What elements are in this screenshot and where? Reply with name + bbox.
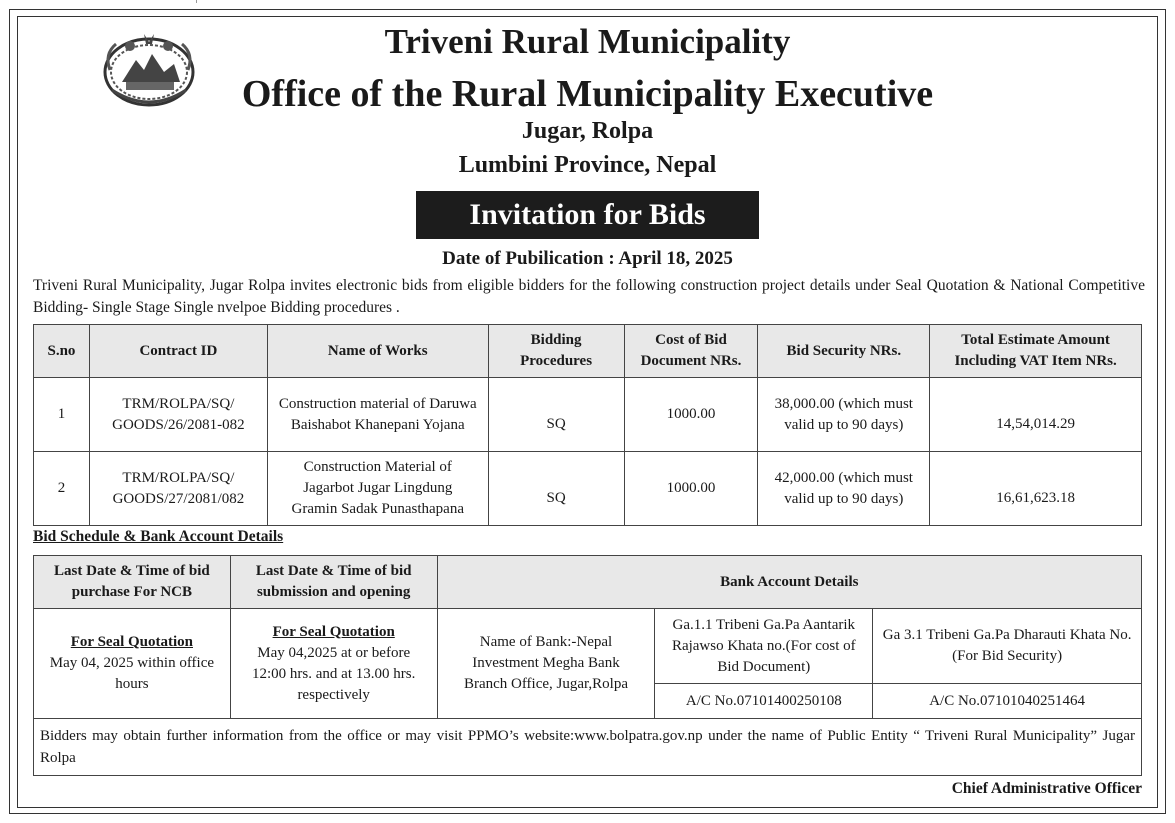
cell-sno: 1 [34, 378, 90, 452]
cell-procedure: SQ [488, 452, 624, 526]
col-cost-of-document: Cost of Bid Document NRs. [624, 325, 758, 378]
col-sno: S.no [34, 325, 90, 378]
col-purchase-deadline: Last Date & Time of bid purchase For NCB [34, 556, 231, 609]
table-row [34, 378, 1142, 452]
schedule-table [33, 555, 1142, 776]
col-bid-security: Bid Security NRs. [758, 325, 930, 378]
cell-security: 38,000.00 (which must valid up to 90 days) [758, 378, 930, 452]
cell-work: Construction Material of Jagarbot Jugar Lingdung Gramin Sadak Punasthapana [267, 452, 488, 526]
cell-security: 42,000.00 (which must valid up to 90 days) [758, 452, 930, 526]
note-row [34, 719, 1142, 776]
purchase-title: For Seal Quotation [70, 634, 193, 650]
account1-number: A/C No.07101400250108 [655, 684, 873, 719]
cell-contract-id: TRM/ROLPA/SQ/ GOODS/27/2081/082 [89, 452, 267, 526]
cell-doc-cost: 1000.00 [624, 452, 758, 526]
account2-number: A/C No.07101040251464 [873, 684, 1142, 719]
account2-label: Ga 3.1 Tribeni Ga.Pa Dharauti Khata No.(For Bid Security) [873, 609, 1142, 684]
schedule-heading: Bid Schedule & Bank Account Details [33, 528, 284, 545]
cell-contract-id: TRM/ROLPA/SQ/ GOODS/26/2081-082 [89, 378, 267, 452]
publication-date: Date of Pubilication : April 18, 2025 [442, 248, 733, 269]
office-title: Office of the Rural Municipality Executive [241, 73, 934, 115]
info-note: Bidders may obtain further information from the office or may visit PPMO’s website:www.bolpatra.gov.np under the name of Public Entity “ Triveni Rural Municipality” Jugar Rolpa [34, 719, 1142, 776]
col-total-estimate: Total Estimate Amount Including VAT Item NRs. [930, 325, 1142, 378]
col-name-of-works: Name of Works [267, 325, 488, 378]
cell-procedure: SQ [488, 378, 624, 452]
cell-total: 14,54,014.29 [930, 378, 1142, 452]
submission-title: For Seal Quotation [272, 623, 395, 640]
col-bidding-procedures: Bidding Procedures [488, 325, 624, 378]
intro-paragraph: Triveni Rural Municipality, Jugar Rolpa invites electronic bids from eligible bidders for the following construction project details under Seal Quotation & National Competitive Bidding- Single Stage Single nvelpoe Bidding procedures . [33, 277, 1145, 316]
submission-text: May 04,2025 at or before 12:00 hrs. and at 13.00 hrs. respectively [252, 644, 416, 703]
schedule-header-row [34, 556, 1142, 609]
nepal-emblem-icon [100, 30, 198, 110]
col-bank-details: Bank Account Details [437, 556, 1141, 609]
address: Jugar, Rolpa [521, 118, 654, 144]
col-submission-deadline: Last Date & Time of bid submission and opening [230, 556, 437, 609]
municipality-title: Triveni Rural Municipality [384, 22, 791, 61]
invitation-banner: Invitation for Bids [416, 191, 759, 239]
schedule-row [34, 609, 1142, 684]
bank-name-cell: Name of Bank:-Nepal Investment Megha Bank Branch Office, Jugar,Rolpa [437, 609, 655, 719]
table-row [34, 452, 1142, 526]
cell-work: Construction material of Daruwa Baishabot Khanepani Yojana [267, 378, 488, 452]
purchase-text: May 04, 2025 within office hours [49, 655, 215, 692]
bid-table [33, 324, 1142, 526]
signature: Chief Administrative Officer [951, 780, 1142, 797]
col-contract-id: Contract ID [89, 325, 267, 378]
account1-label: Ga.1.1 Tribeni Ga.Pa Aantarik Rajawso Khata no.(For cost of Bid Document) [655, 609, 873, 684]
cell-sno: 2 [34, 452, 90, 526]
submission-deadline-cell [230, 609, 437, 719]
province: Lumbini Province, Nepal [458, 152, 717, 178]
table-header-row [34, 325, 1142, 378]
purchase-deadline-cell [34, 609, 231, 719]
cell-doc-cost: 1000.00 [624, 378, 758, 452]
cell-total: 16,61,623.18 [930, 452, 1142, 526]
crop-mark [196, 0, 197, 3]
